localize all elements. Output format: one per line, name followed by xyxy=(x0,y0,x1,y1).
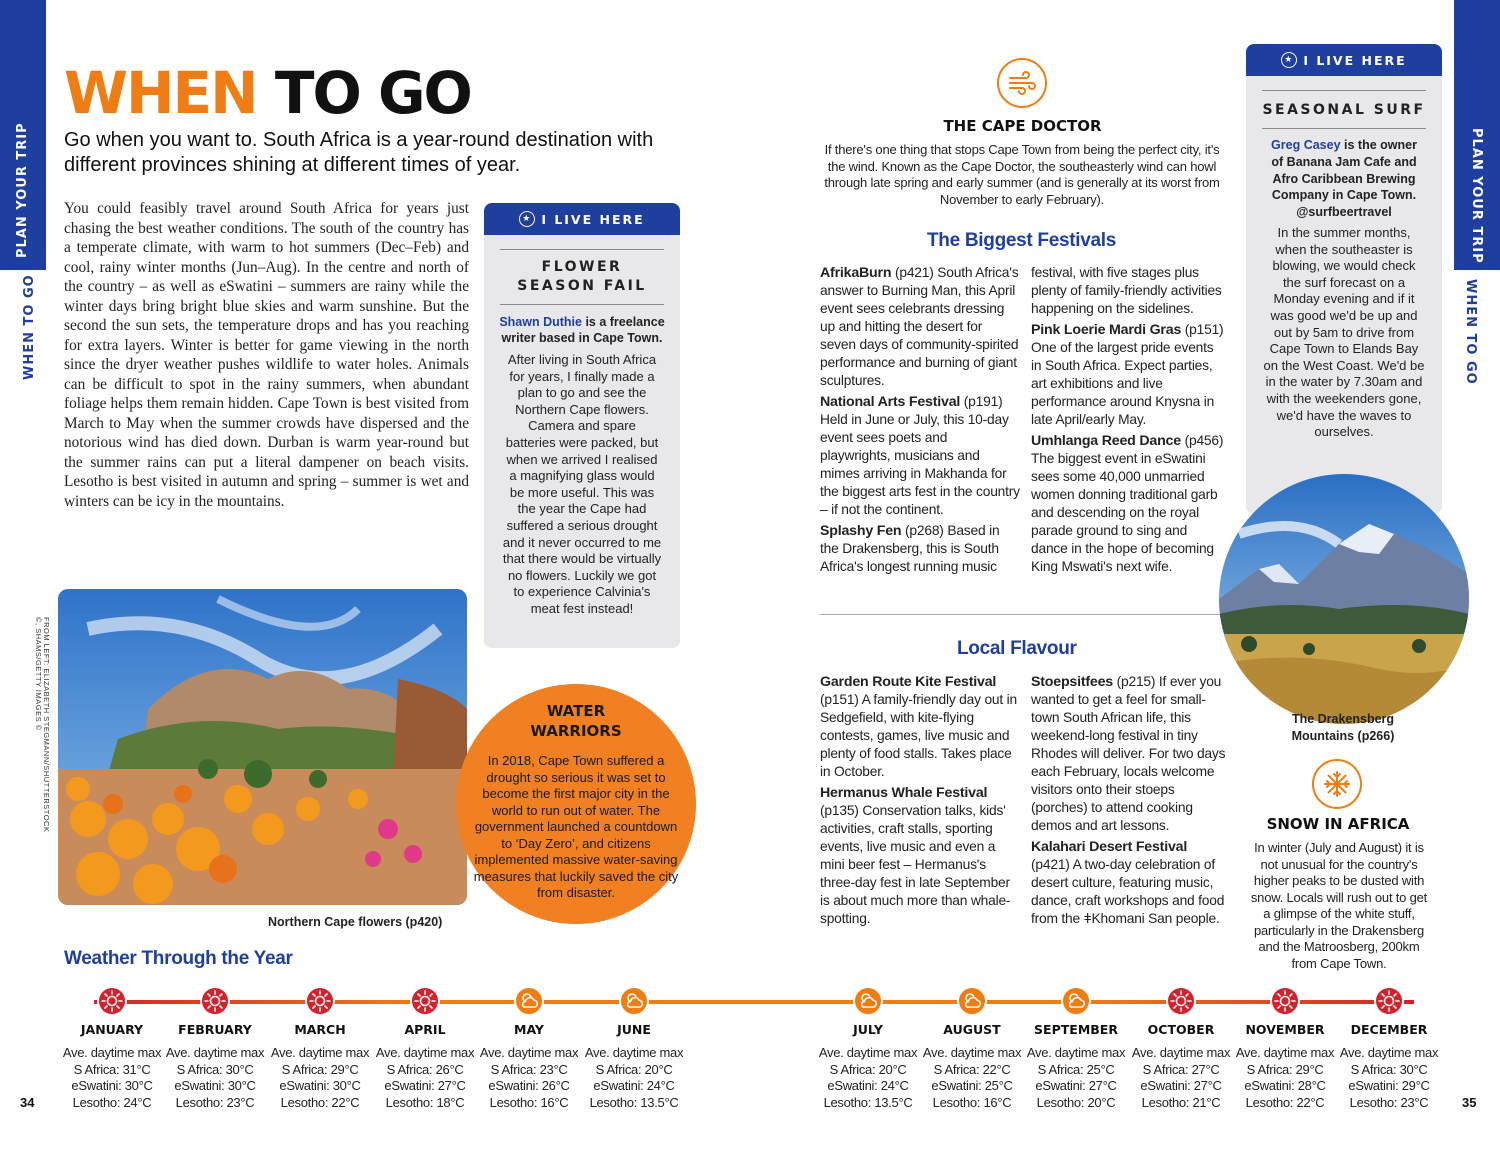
temp-line: eSwatini: 29°C xyxy=(1348,1078,1430,1093)
temp-line: S Africa: 27°C xyxy=(1142,1061,1220,1077)
local-item: Stoepsitfees (p215) If ever you wanted to get a feel for small-town South African life, this weekend-long festival in tiny Rhodes will deliver. For two days each February, locals welcome visitors onto their stoeps (porches) to attend cooking demos and art lessons. xyxy=(1031,674,1226,833)
live-here-title: FLOWER SEASON FAIL xyxy=(517,259,647,294)
month-name: JUNE xyxy=(617,1022,651,1037)
water-warriors-text: In 2018, Cape Town suffered a drought so serious it was set to become the first major city in the world to run out of water. The government launched a countdown to ‘Day Zero’, and citizens implemented massive water-saving measures that luckily saved the city from disaster. xyxy=(473,753,679,900)
cape-doctor-text: If there's one thing that stops Cape Town from being the perfect city, it's the wind. Known as the Cape Doctor, the southeasterly wind can howl through late spring and early summer (and is generally at its worst from November to early February). xyxy=(824,142,1220,207)
month-name: JANUARY xyxy=(80,1022,144,1037)
temp-line: S Africa: 30°C xyxy=(176,1061,254,1077)
month-temps xyxy=(370,1045,480,1111)
local-item: Hermanus Whale Festival (p135) Conservation talks, kids' activities, craft stalls, sporting events, live music and even a mini beer fest – Hermanus's three-day fest in late September is about much more than whale-spotting. xyxy=(820,785,1011,926)
snowflake-icon xyxy=(1312,759,1362,809)
intro-text: You could feasibly travel around South Africa for years just chasing the best weather conditions. The south of the country has a temperate climate, with warm to hot summers (Dec–Feb) and cool, rainy winter months (Jun–Aug). In the centre and north of the country – as well as eSwatini – summers are rainy while the winter days bring bright blue skies and warm sunshine. But the second the sun sets, the temperature drops and has you reaching for extra layers. Winter is better for game viewing in the north since the dryer weather pushes wildlife to water holes. Animals can be difficult to spot in the rainy summers, when abundant foliage helps them remain hidden. Cape Town is best visited from March to May when the summer crowds have dispersed and the notorious wind has died down. Durban is warm year-round but the summer rains can put a literal dampener on beach visits. Lesotho is best visited in autumn and spring – summer is wet and winters can be icy in the mountains. xyxy=(64,200,469,510)
temp-line: S Africa: 26°C xyxy=(386,1061,464,1077)
live-here-box-2 xyxy=(1246,44,1442,514)
live-here-text: After living in South Africa for years, I finally made a plan to go and see the Northern Cape flowers. Camera and spare batteries were packed, but when we arrived I realised a magnifying glass would be more useful. This was the year the Cape had suffered a serious drought and it never occurred to me that there would be virtually no flowers. Luckily we got to experience Calvinia's meat fest instead! xyxy=(502,352,662,616)
snow-title: SNOW IN AFRICA xyxy=(1266,815,1410,833)
snow-text: In winter (July and August) it is not unusual for the country's higher peaks to be dusted with snow. Locals will rush out to get a glimpse of the white stuff, particularly in the Drakensberg and the Matroosberg, 200km from Cape Town. xyxy=(1250,840,1428,971)
temp-line: Ave. daytime max xyxy=(1235,1045,1335,1060)
live-here-author: Greg Casey is the owner of Banana Jam Cafe and Afro Caribbean Brewing Company in Cape Town. @surfbeertravel xyxy=(1271,138,1417,220)
local-heading: Local Flavour xyxy=(957,638,1077,659)
temp-line: S Africa: 31°C xyxy=(73,1061,151,1077)
drakensberg-photo xyxy=(1219,474,1469,724)
temp-line: Lesotho: 16°C xyxy=(489,1094,569,1110)
month-name: SEPTEMBER xyxy=(1034,1022,1118,1037)
drakensberg-caption: The Drakensberg Mountains (p266) xyxy=(1291,712,1395,743)
side-tab-right-label: PLAN YOUR TRIP xyxy=(1469,128,1484,264)
flowers-photo xyxy=(58,589,467,905)
partly-cloudy-icon xyxy=(514,986,544,1016)
temp-line: eSwatini: 27°C xyxy=(384,1078,466,1093)
month-temps xyxy=(1334,1045,1444,1111)
temp-line: eSwatini: 24°C xyxy=(593,1078,675,1093)
temp-line: Ave. daytime max xyxy=(922,1045,1022,1060)
weather-timeline xyxy=(64,999,1436,1005)
temp-line: Ave. daytime max xyxy=(479,1045,579,1060)
temp-line: S Africa: 20°C xyxy=(595,1061,673,1077)
water-warriors-title: WATER WARRIORS xyxy=(530,702,622,740)
temp-line: Ave. daytime max xyxy=(62,1045,162,1060)
temp-line: Ave. daytime max xyxy=(1131,1045,1231,1060)
sun-icon xyxy=(1166,986,1196,1016)
sun-icon xyxy=(200,986,230,1016)
month-name: MAY xyxy=(514,1022,544,1037)
temp-line: Lesotho: 22°C xyxy=(1245,1094,1325,1110)
festival-item: National Arts Festival (p191) Held in June or July, this 10-day event sees poets and playwrights, musicians and mimes arriving in Makhanda for the biggest arts fest in the country – if not the continent. xyxy=(820,394,1020,517)
page-title: WHEN TO GO xyxy=(64,59,471,127)
sun-icon xyxy=(97,986,127,1016)
water-warriors-circle xyxy=(456,684,696,924)
partly-cloudy-icon xyxy=(853,986,883,1016)
temp-line: Ave. daytime max xyxy=(818,1045,918,1060)
side-label-left: WHEN TO GO xyxy=(22,274,37,380)
temp-line: S Africa: 25°C xyxy=(1037,1061,1115,1077)
festival-item: Splashy Fen (p268) Based in the Drakensberg, this is South Africa's longest running music xyxy=(820,523,1000,574)
live-here-author: Shawn Duthie is a freelance writer based in Cape Town. xyxy=(499,315,665,345)
temp-line: eSwatini: 30°C xyxy=(279,1078,361,1093)
live-here-header: ★ I LIVE HERE xyxy=(484,203,680,235)
temp-line: Ave. daytime max xyxy=(1339,1045,1439,1060)
temp-line: eSwatini: 28°C xyxy=(1244,1078,1326,1093)
temp-line: Lesotho: 18°C xyxy=(385,1094,465,1110)
partly-cloudy-icon xyxy=(1061,986,1091,1016)
section-divider xyxy=(820,614,1230,615)
temp-line: Lesotho: 24°C xyxy=(72,1094,152,1110)
sun-icon xyxy=(305,986,335,1016)
festival-item-continued: festival, with five stages plus plenty of family-friendly activities happening on the sidelines. xyxy=(1031,265,1222,316)
festivals-col-1 xyxy=(820,264,1020,579)
star-pin-icon: ★ xyxy=(519,211,535,227)
live-here-box-1 xyxy=(484,203,680,648)
month-temps xyxy=(579,1045,689,1111)
partly-cloudy-icon xyxy=(619,986,649,1016)
star-pin-icon: ★ xyxy=(1281,52,1297,68)
month-temps xyxy=(813,1045,923,1111)
festivals-col-2 xyxy=(1031,264,1226,579)
sun-icon xyxy=(410,986,440,1016)
side-tab-left-label: PLAN YOUR TRIP xyxy=(15,122,30,258)
temp-line: S Africa: 20°C xyxy=(829,1061,907,1077)
temp-line: Lesotho: 16°C xyxy=(932,1094,1012,1110)
temp-line: Lesotho: 23°C xyxy=(1349,1094,1429,1110)
temp-line: eSwatini: 24°C xyxy=(827,1078,909,1093)
temp-line: Lesotho: 13.5°C xyxy=(823,1094,913,1110)
weather-heading: Weather Through the Year xyxy=(64,948,293,969)
local-col-2 xyxy=(1031,673,1226,931)
live-here-text: In the summer months, when the southeaster is blowing, we would check the surf forecast on a Monday evening and if it was good we'd be up and out by 5am to drive from Cape Town to Elands Bay on the West Coast. We'd be in the water by 7.30am and with the weekenders gone, we'd have the waves to ourselves. xyxy=(1263,224,1425,440)
festival-item: Pink Loerie Mardi Gras (p151) One of the largest pride events in South Africa. Expect parties, art exhibitions and live performance around Knysna in late April/early May. xyxy=(1031,322,1224,427)
temp-line: eSwatini: 27°C xyxy=(1140,1078,1222,1093)
page-number-left: 34 xyxy=(20,1095,35,1110)
sun-icon xyxy=(1374,986,1404,1016)
month-name: DECEMBER xyxy=(1350,1022,1428,1037)
festivals-heading: The Biggest Festivals xyxy=(927,230,1117,251)
month-name: NOVEMBER xyxy=(1245,1022,1325,1037)
temp-line: Ave. daytime max xyxy=(270,1045,370,1060)
photo-credit: FROM LEFT: ELIZABETH STEGMANN/SHUTTERSTOCK ©, SHAMS/GETTY IMAGES © xyxy=(34,617,51,833)
wind-icon xyxy=(997,58,1047,108)
partly-cloudy-icon xyxy=(957,986,987,1016)
temp-line: S Africa: 29°C xyxy=(281,1061,359,1077)
side-label-right: WHEN TO GO xyxy=(1463,279,1478,385)
temp-line: Lesotho: 13.5°C xyxy=(589,1094,679,1110)
live-here-title: SEASONAL SURF xyxy=(1262,102,1426,118)
temp-line: Lesotho: 20°C xyxy=(1036,1094,1116,1110)
festival-item: Umhlanga Reed Dance (p456) The biggest event in eSwatini sees some 40,000 unmarried women donning traditional garb and descending on the royal parade ground to sing and dance in the hope of becoming King Mswati's next wife. xyxy=(1031,433,1224,574)
local-item: Garden Route Kite Festival (p151) A family-friendly day out in Sedgefield, with kite-flying contests, games, live music and plenty of food stalls. Takes place in October. xyxy=(820,674,1017,779)
month-temps xyxy=(265,1045,375,1111)
month-temps xyxy=(1021,1045,1131,1111)
month-temps xyxy=(1230,1045,1340,1111)
cape-doctor-title: THE CAPE DOCTOR xyxy=(943,117,1102,135)
temp-line: S Africa: 22°C xyxy=(933,1061,1011,1077)
local-col-1 xyxy=(820,673,1020,931)
temp-line: Ave. daytime max xyxy=(375,1045,475,1060)
month-name: JULY xyxy=(853,1022,883,1037)
temp-line: eSwatini: 27°C xyxy=(1035,1078,1117,1093)
festival-item: AfrikaBurn (p421) South Africa's answer to Burning Man, this April event sees celebrants dressing up and hitting the desert for seven days of community-spirited performance and burning of giant sculptures. xyxy=(820,265,1019,388)
month-temps xyxy=(57,1045,167,1111)
month-name: APRIL xyxy=(404,1022,446,1037)
temp-line: S Africa: 29°C xyxy=(1246,1061,1324,1077)
local-item: Kalahari Desert Festival (p421) A two-day celebration of desert culture, featuring music, dance, craft workshops and food from the ǂKhomani San people. xyxy=(1031,839,1225,926)
photo-caption: Northern Cape flowers (p420) xyxy=(268,915,443,929)
temp-line: eSwatini: 25°C xyxy=(931,1078,1013,1093)
month-temps xyxy=(474,1045,584,1111)
page-number-right: 35 xyxy=(1462,1095,1477,1110)
temp-line: S Africa: 23°C xyxy=(490,1061,568,1077)
sun-icon xyxy=(1270,986,1300,1016)
temp-line: Lesotho: 23°C xyxy=(175,1094,255,1110)
temp-line: Lesotho: 22°C xyxy=(280,1094,360,1110)
temp-line: Ave. daytime max xyxy=(1026,1045,1126,1060)
temp-line: eSwatini: 26°C xyxy=(488,1078,570,1093)
temp-line: S Africa: 30°C xyxy=(1350,1061,1428,1077)
month-temps xyxy=(917,1045,1027,1111)
month-name: FEBRUARY xyxy=(178,1022,252,1037)
page-subtitle: Go when you want to. South Africa is a year-round destination with different provinces shining at different times of year. xyxy=(64,129,654,176)
temp-line: Ave. daytime max xyxy=(584,1045,684,1060)
temp-line: Ave. daytime max xyxy=(165,1045,265,1060)
temp-line: Lesotho: 21°C xyxy=(1141,1094,1221,1110)
month-name: AUGUST xyxy=(943,1022,1001,1037)
live-here-header: ★ I LIVE HERE xyxy=(1246,44,1442,76)
month-temps xyxy=(160,1045,270,1111)
month-name: MARCH xyxy=(294,1022,346,1037)
month-temps xyxy=(1126,1045,1236,1111)
temp-line: eSwatini: 30°C xyxy=(71,1078,153,1093)
month-name: OCTOBER xyxy=(1147,1022,1215,1037)
temp-line: eSwatini: 30°C xyxy=(174,1078,256,1093)
